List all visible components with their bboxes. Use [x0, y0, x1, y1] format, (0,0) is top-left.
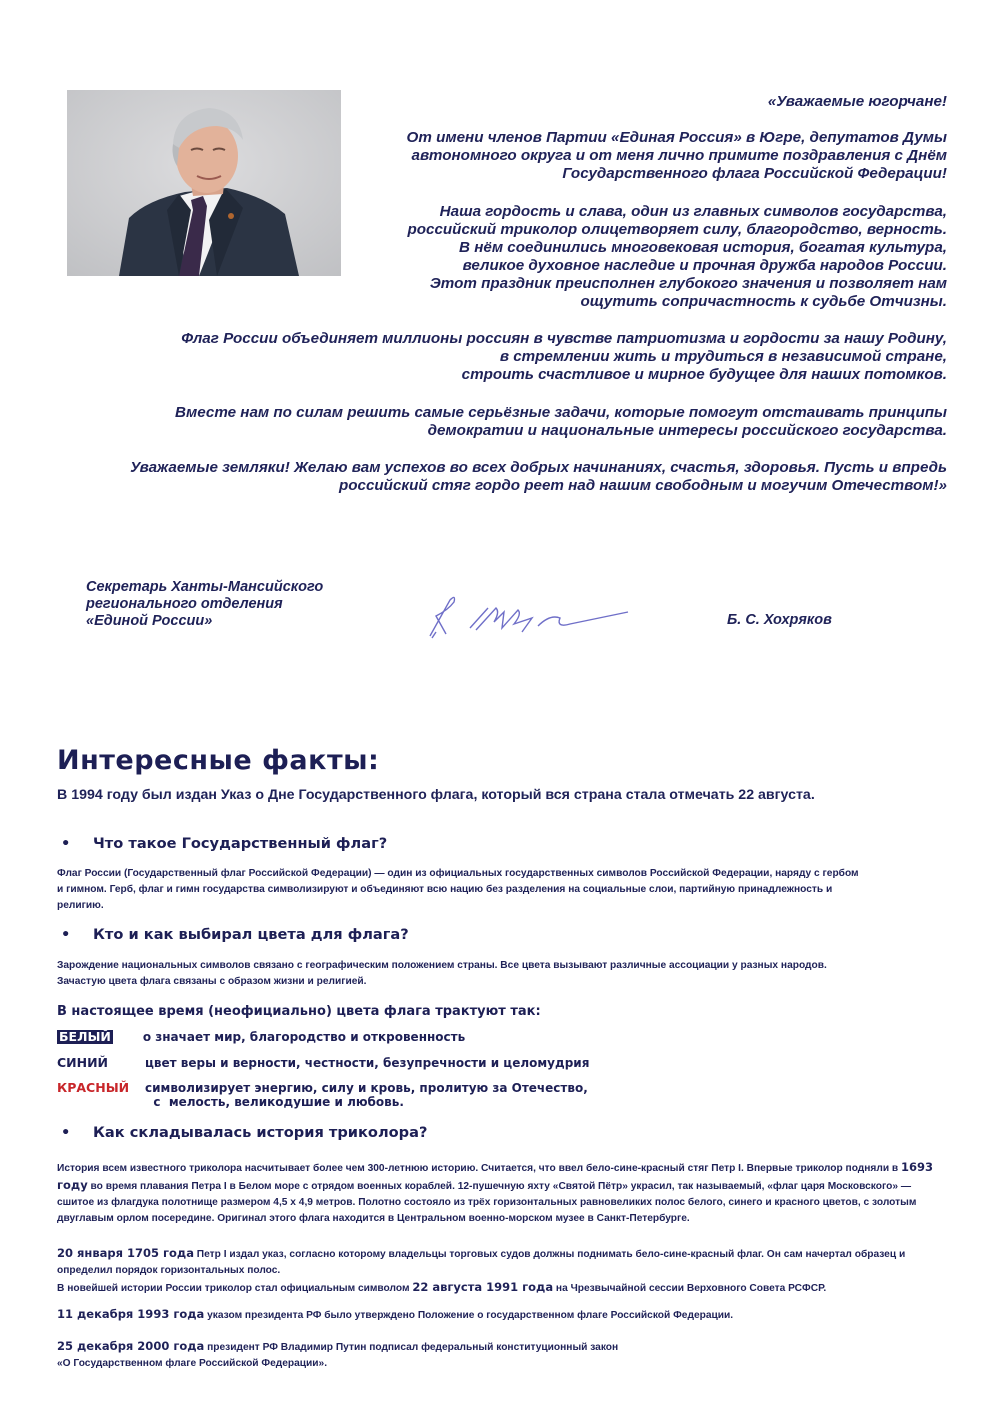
letter-paragraph-2 [340, 203, 947, 311]
colors-heading: В настоящее время (неофициально) цвета флага трактуют так: [57, 1004, 541, 1019]
color-row-white [57, 1030, 465, 1044]
signer-title-line: регионального отделения [86, 596, 283, 612]
answer-line: и гимном. Герб, флаг и гимн государства символизируют и объединяют всю нацию без разделения на социальные слои, партийную принадлежность и [57, 884, 833, 895]
letter-line: великое духовное наследие и прочная дружба народов России. [462, 257, 947, 274]
letter-line: российский триколор олицетворяет силу, благородство, верность. [407, 221, 947, 238]
letter-line: Наша гордость и слава, один из главных символов государства, [439, 203, 947, 220]
color-meaning [145, 1081, 588, 1109]
letter-line: автономного округа и от меня лично примите поздравления с Днём [411, 147, 947, 164]
history-text: указом президента РФ было утверждено Положение о государственном флаге Российской Федерации. [204, 1310, 734, 1321]
signer-title-line: Секретарь Ханты-Мансийского [86, 579, 324, 595]
letter-line: Государственного флага Российской Федерации! [562, 165, 947, 182]
history-date: 25 декабря 2000 года [57, 1339, 205, 1353]
letter-line: Уважаемые земляки! Желаю вам успехов во всех добрых начинаниях, счастья, здоровья. Пусть и впредь [130, 459, 947, 476]
history-text: Петр I издал указ, согласно которому владельцы торговых судов должны поднимать бело-сине-красный флаг. Он сам начертал образец и определил порядок горизонтальных полос. [57, 1249, 906, 1276]
history-text: президент РФ Владимир Путин подписал федеральный конституционный закон [204, 1342, 619, 1353]
history-paragraph-1 [57, 1159, 937, 1227]
bullet-icon: • [61, 1124, 71, 1141]
color-row-red [57, 1081, 588, 1109]
history-text: на Чрезвычайной сессии Верховного Совета РСФСР. [553, 1283, 827, 1294]
history-paragraph-3 [57, 1306, 937, 1324]
handwritten-signature [410, 588, 640, 648]
question-text: Что такое Государственный флаг? [93, 835, 388, 852]
history-text: во время плавания Петра I в Белом море с отрядом военных кораблей. 12-пушечную яхту «Святой Пётр» украсил, так называемый, «флаг царя Московского» — сшитое из флагдука полотнище размером 4,5 х 4,9 метров. Полотно состояло из трёх горизонтальных равновеликих полос белого, синего и красного цветов, с золотым двуглавым орлом посередине. Оригинал этого флага находится в Центральном военно-морском музее в Санкт-Петербурге. [57, 1181, 917, 1224]
letter-line: Флаг России объединяет миллионы россиян в чувстве патриотизма и гордости за нашу Родину, [181, 330, 947, 347]
question-2 [57, 926, 409, 943]
signer-title [86, 579, 406, 630]
color-meaning: о значает мир, благородство и откровенность [142, 1030, 466, 1044]
letter-paragraph-1 [350, 129, 947, 183]
letter-salutation: «Уважаемые югорчане! [767, 93, 947, 110]
color-label-red: КРАСНЫЙ [57, 1080, 130, 1095]
history-date: 11 декабря 1993 года [57, 1307, 205, 1321]
history-date: 1693 году [57, 1160, 934, 1192]
color-label-blue: СИНИЙ [57, 1055, 109, 1070]
letter-line: в стремлении жить и трудиться в независимой стране, [499, 348, 947, 365]
history-date: 20 января 1705 года [57, 1246, 194, 1260]
bullet-icon: • [61, 835, 71, 852]
question-3 [57, 1124, 427, 1141]
letter-line: Этот праздник преисполнен глубокого значения и позволяет нам [429, 275, 947, 292]
question-text: Как складывалась история триколора? [93, 1124, 428, 1141]
letter-line: демократии и национальные интересы российского государства. [427, 422, 947, 439]
history-date: 22 августа 1991 года [412, 1280, 554, 1294]
facts-heading: Интересные факты: [57, 745, 380, 776]
answer-line: Флаг России (Государственный флаг Российской Федерации) — один из официальных государственных символов Российской Федерации, наряду с гербом [57, 868, 859, 879]
color-meaning-line: с мелость, великодушие и любовь. [145, 1095, 404, 1109]
question-text: Кто и как выбирал цвета для флага? [93, 926, 409, 943]
facts-lead: В 1994 году был издан Указ о Дне Государственного флага, который вся страна стала отмечать 22 августа. [57, 787, 815, 803]
answer-1 [57, 866, 937, 914]
signer-title-line: «Единой России» [86, 613, 213, 629]
letter-line: строить счастливое и мирное будущее для наших потомков. [461, 366, 947, 383]
letter-line: В нём соединились многовековая история, богатая культура, [459, 239, 947, 256]
history-paragraph-4 [57, 1338, 937, 1372]
question-1 [57, 835, 387, 852]
answer-line: религию. [57, 900, 104, 911]
letter-line: российский стяг гордо реет над нашим свободным и могучим Отечеством!» [338, 477, 947, 494]
history-text: «О Государственном флаге Российской Федерации». [57, 1358, 328, 1369]
color-label-white: БЕЛЫЙ [59, 1029, 111, 1044]
letter-line: От имени членов Партии «Единая Россия» в Югре, депутатов Думы [406, 129, 947, 146]
color-meaning: цвет веры и верности, честности, безупречности и целомудрия [145, 1056, 590, 1070]
color-row-blue [57, 1056, 589, 1070]
signer-name: Б. С. Хохряков [727, 612, 832, 628]
answer-line: Зачастую цвета флага связаны с образом жизни и религией. [57, 976, 367, 987]
letter-line: ощутить сопричастность к судьбе Отчизны. [580, 293, 947, 310]
bullet-icon: • [61, 926, 71, 943]
history-text: История всем известного триколора насчитывает более чем 300-летнюю историю. Считается, что ввел бело-сине-красный стяг Петр I. Впервые триколор подняли в [57, 1163, 902, 1174]
answer-2 [57, 958, 937, 990]
portrait-photo [67, 90, 341, 276]
portrait-illustration [67, 90, 341, 276]
history-paragraph-2 [57, 1245, 937, 1297]
letter-paragraph-4 [100, 404, 947, 440]
history-text: В новейшей истории России триколор стал официальным символом [57, 1283, 413, 1294]
answer-line: Зарождение национальных символов связано с географическим положением страны. Все цвета вызывают различные ассоциации у разных народов. [57, 960, 827, 971]
color-meaning-line: символизирует энергию, силу и кровь, пролитую за Отечество, [145, 1081, 588, 1095]
letter-line: Вместе нам по силам решить самые серьёзные задачи, которые помогут отстаивать принципы [175, 404, 947, 421]
letter-paragraph-3 [100, 330, 947, 384]
letter-paragraph-5 [60, 459, 947, 495]
